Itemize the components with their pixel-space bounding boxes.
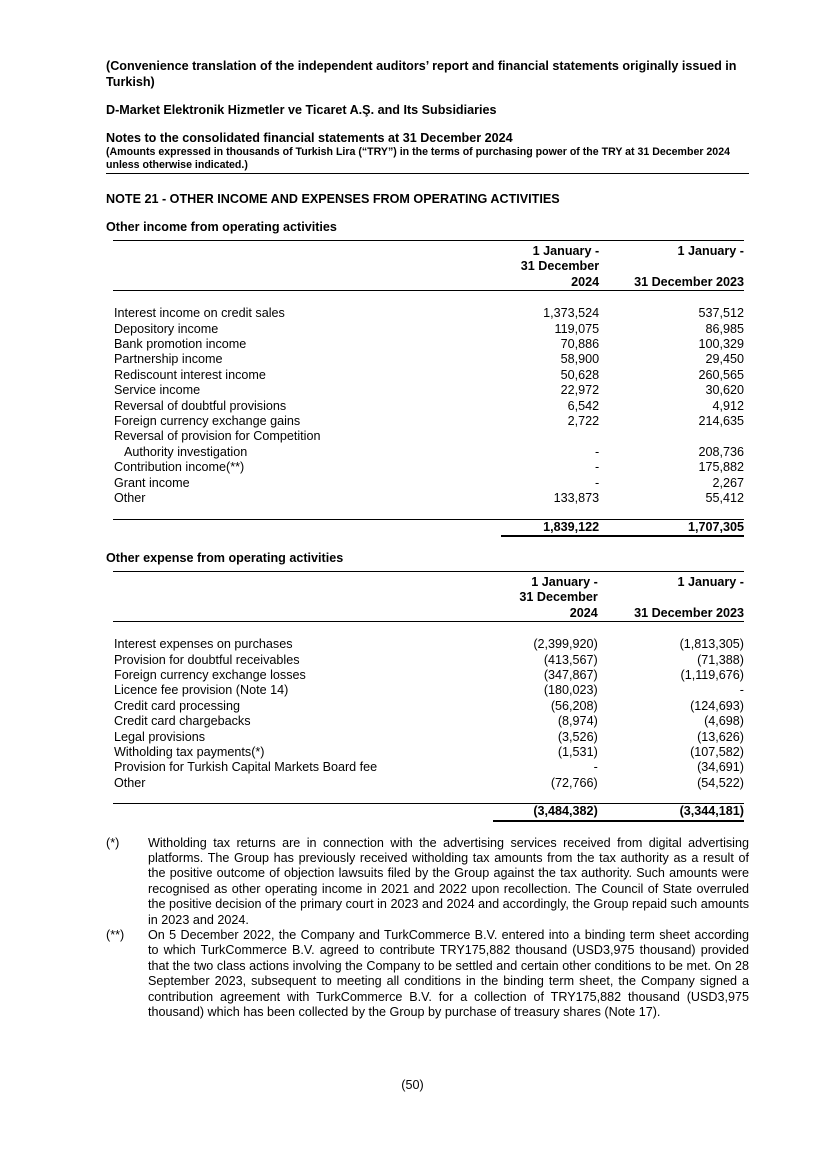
note-title: NOTE 21 - OTHER INCOME AND EXPENSES FROM OPERATING ACTIVITIES	[106, 192, 560, 206]
income-row-label: Interest income on credit sales	[114, 306, 285, 321]
expense-row-value-2024: (2,399,920)	[533, 637, 598, 652]
company-name: D-Market Elektronik Hizmetler ve Ticaret A.Ş. and Its Subsidiaries	[106, 103, 497, 117]
footnote-1	[106, 836, 749, 928]
expense-row-label: Credit card chargebacks	[114, 714, 251, 729]
income-row-label: Rediscount interest income	[114, 367, 266, 382]
expense-row	[113, 760, 744, 775]
income-row	[113, 399, 744, 414]
income-row-label: Service income	[114, 383, 201, 398]
income-row	[113, 352, 744, 367]
income-row-value-2023: 29,450	[705, 352, 744, 367]
income-row-value-2023: 260,565	[698, 367, 744, 382]
income-row-value-2024: 133,873	[553, 491, 600, 506]
expense-total-row	[113, 804, 744, 821]
notes-title: Notes to the consolidated financial statements at 31 December 2024	[106, 131, 513, 145]
income-total-row	[113, 519, 744, 536]
income-total-2023: 1,707,305	[599, 519, 744, 536]
income-row	[113, 414, 744, 429]
expense-row-value-2023: (54,522)	[697, 775, 744, 790]
expense-row-value-2024: (180,023)	[543, 683, 598, 698]
expense-row-value-2024: (3,526)	[557, 729, 598, 744]
income-row-value-2023: 55,412	[705, 491, 744, 506]
income-row	[113, 460, 744, 475]
footnotes	[106, 836, 749, 1021]
expense-row-label: Interest expenses on purchases	[114, 637, 293, 652]
expense-row	[113, 776, 744, 791]
income-row-label: Bank promotion income	[114, 337, 247, 352]
expense-column-header-line1	[113, 571, 744, 590]
income-row	[113, 322, 744, 337]
expense-row-label: Provision for doubtful receivables	[114, 652, 300, 667]
income-row-value-2024	[501, 429, 600, 444]
expense-row	[113, 730, 744, 745]
income-row-label: Foreign currency exchange gains	[114, 414, 301, 429]
income-row-value-2024: 70,886	[560, 337, 600, 352]
expense-column-header-line2	[113, 590, 744, 621]
expense-row	[113, 745, 744, 760]
income-row-value-2023: 175,882	[698, 460, 744, 475]
income-row	[113, 306, 744, 321]
income-row-label: Grant income	[114, 475, 190, 490]
expense-row-label: Provision for Turkish Capital Markets Board fee	[114, 760, 378, 775]
income-row	[113, 445, 744, 460]
expense-row-value-2023: -	[739, 683, 744, 698]
footnote-1-mark: (*)	[106, 835, 120, 850]
expense-row-label: Legal provisions	[114, 729, 206, 744]
income-row	[113, 337, 744, 352]
page-number: (50)	[401, 1078, 424, 1092]
expense-row-label: Witholding tax payments(*)	[114, 744, 265, 759]
income-row	[113, 429, 744, 444]
income-row-label: Depository income	[114, 321, 219, 336]
income-row	[113, 491, 744, 506]
income-col2-line2: 31 December 2023	[599, 259, 744, 290]
income-row-value-2023: 537,512	[698, 306, 744, 321]
expense-row-label: Credit card processing	[114, 698, 240, 713]
expense-col1-line2: 31 December 2024	[493, 590, 597, 621]
income-col1-line1: 1 January -	[501, 241, 600, 260]
income-row-value-2024: 58,900	[560, 352, 600, 367]
income-row-value-2024: 2,722	[567, 414, 600, 429]
expense-row-value-2023: (13,626)	[697, 729, 744, 744]
expense-col2-line2: 31 December 2023	[598, 590, 744, 621]
income-row-value-2023: 4,912	[712, 398, 744, 413]
expense-row-value-2024: (347,867)	[543, 667, 598, 682]
footnote-1-text: Witholding tax returns are in connection with the advertising services received from digital advertising platforms. The Group has previously received witholding tax amounts from the tax authority as a result of the positive outcome of objection lawsuits filed by the Group against the tax authority. Such amounts were recognised as other operating income in 2021 and 2022 upon recollection. The Council of State overruled the positive decision of the primary court in 2023 and 2024 and accordingly, the Group repaid such amounts in 2023 and 2024.	[148, 835, 749, 927]
expense-row-value-2023: (1,119,676)	[680, 667, 744, 682]
income-column-header-line2	[113, 259, 744, 290]
expense-row-value-2024: (8,974)	[557, 714, 598, 729]
footnote-2-text: On 5 December 2022, the Company and TurkCommerce B.V. entered into a binding term sheet according to which TurkCommerce B.V. agreed to contribute TRY175,882 thousand (USD3,975 thousand) provided that the two class actions involving the Company to be settled and certain other conditions to be met. On 28 September 2023, subsequent to meeting all conditions in the binding term sheet, the Company signed a contribution agreement with TurkCommerce B.V. for a collection of TRY175,882 thousand (USD3,975 thousand) which has been collected by the Group by purchase of treasury shares (Note 17).	[148, 928, 749, 1020]
income-row-value-2023: 208,736	[698, 444, 744, 459]
expense-row-value-2023: (1,813,305)	[679, 637, 744, 652]
expense-row-label: Licence fee provision (Note 14)	[114, 683, 289, 698]
expense-section-title: Other expense from operating activities	[106, 550, 344, 565]
expense-row-label: Foreign currency exchange losses	[114, 667, 306, 682]
expense-row-value-2023: (107,582)	[690, 744, 744, 759]
income-section-title: Other income from operating activities	[106, 220, 337, 234]
income-column-header-line1	[113, 241, 744, 260]
income-row-label: Authority investigation	[124, 444, 248, 459]
income-row-value-2024: -	[594, 460, 600, 475]
expense-row-value-2023: (124,693)	[690, 698, 744, 713]
income-row-value-2024: 22,972	[560, 383, 600, 398]
income-row-value-2023: 2,267	[712, 475, 744, 490]
expense-total-2024: (3,484,382)	[493, 804, 597, 821]
expense-total-2023: (3,344,181)	[598, 804, 744, 821]
expense-row	[113, 668, 744, 683]
footnote-2	[106, 928, 749, 1020]
income-row-value-2024: 119,075	[554, 321, 600, 336]
header-rule	[106, 173, 749, 174]
translation-note: (Convenience translation of the independent auditors’ report and financial statements originally issued in Turkish)	[106, 59, 737, 89]
expense-row-value-2023: (71,388)	[697, 652, 744, 667]
income-row	[113, 476, 744, 491]
expense-row	[113, 637, 744, 652]
income-row	[113, 383, 744, 398]
income-row-value-2023	[599, 429, 744, 444]
income-row-value-2024: 1,373,524	[543, 306, 600, 321]
income-table	[113, 240, 744, 537]
income-row-value-2024: 6,542	[567, 398, 600, 413]
income-row-value-2023: 30,620	[705, 383, 744, 398]
expense-row-value-2023: (34,691)	[697, 760, 744, 775]
expense-row-value-2024: (56,208)	[550, 698, 598, 713]
income-row-value-2024: -	[594, 475, 600, 490]
income-row-label: Reversal of provision for Competition	[114, 429, 321, 444]
expense-row-label: Other	[114, 775, 146, 790]
expense-row-value-2024: (1,531)	[557, 744, 598, 759]
income-col1-line2: 31 December 2024	[501, 259, 600, 290]
expense-col2-line1: 1 January -	[598, 571, 744, 590]
expense-row	[113, 699, 744, 714]
income-row-value-2023: 100,329	[698, 337, 744, 352]
expense-col1-line1: 1 January -	[493, 571, 597, 590]
income-row-label: Contribution income(**)	[114, 460, 245, 475]
expense-row	[113, 683, 744, 698]
income-col2-line1: 1 January -	[599, 241, 744, 260]
income-row-label: Partnership income	[114, 352, 223, 367]
income-row-label: Reversal of doubtful provisions	[114, 398, 287, 413]
expense-row-value-2024: (72,766)	[550, 775, 598, 790]
income-row-value-2024: 50,628	[560, 367, 600, 382]
expense-table	[113, 571, 744, 822]
footnote-2-mark: (**)	[106, 928, 125, 943]
income-row-value-2024: -	[594, 444, 600, 459]
expense-row	[113, 653, 744, 668]
document-page	[106, 58, 749, 1020]
expense-row-value-2024: -	[593, 760, 598, 775]
expense-row-value-2023: (4,698)	[704, 714, 744, 729]
income-row-value-2023: 86,985	[705, 321, 744, 336]
income-total-2024: 1,839,122	[501, 519, 600, 536]
expense-row-value-2024: (413,567)	[543, 652, 598, 667]
amounts-note: (Amounts expressed in thousands of Turkish Lira (“TRY”) in the terms of purchasing power of the TRY at 31 December 2024 unless otherwise indicated.)	[106, 146, 730, 171]
expense-row	[113, 714, 744, 729]
income-row-value-2023: 214,635	[698, 414, 744, 429]
income-row	[113, 368, 744, 383]
income-row-label: Other	[114, 491, 146, 506]
